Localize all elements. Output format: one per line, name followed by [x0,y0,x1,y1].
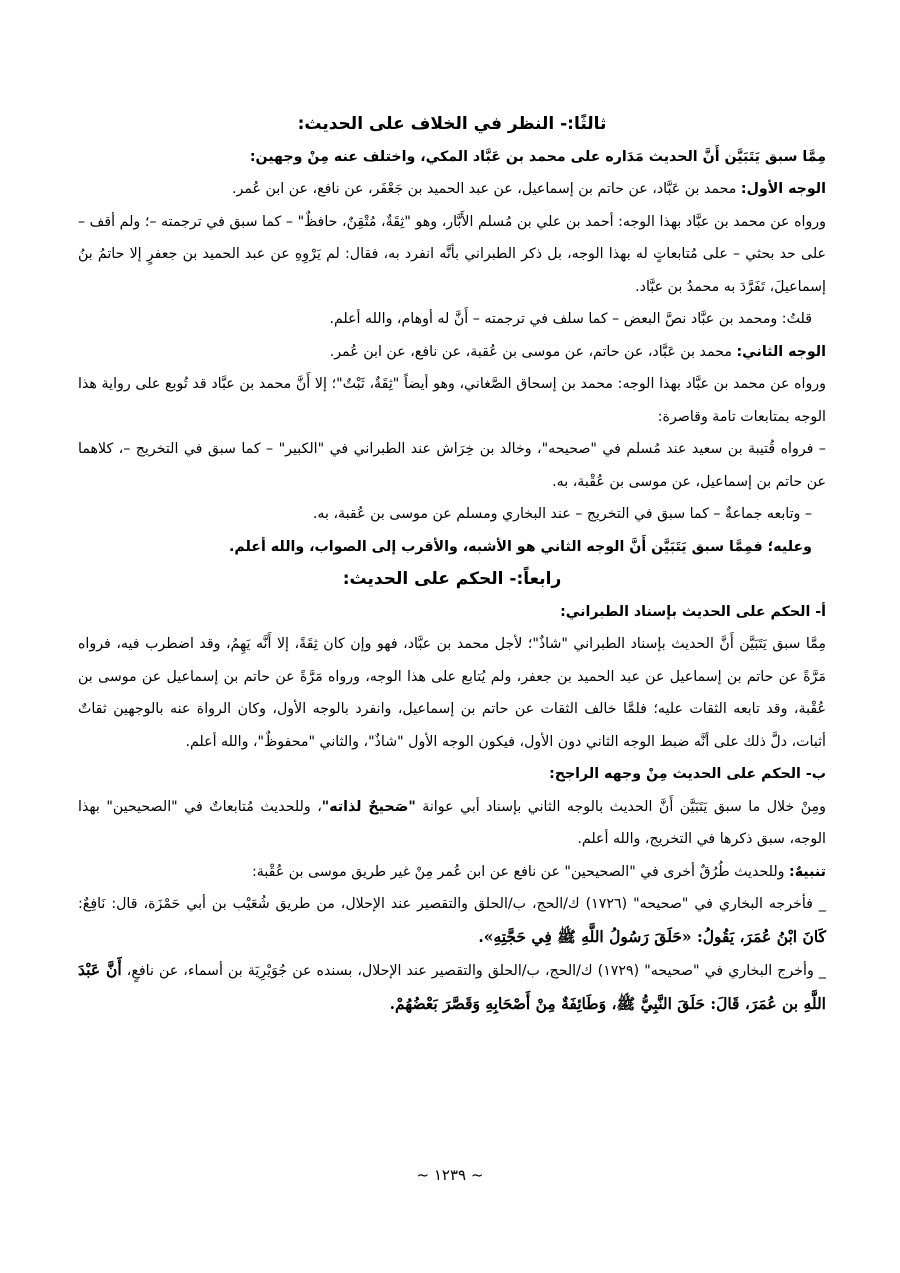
variant-2-detail: ورواه عن محمد بن عبَّاد بهذا الوجه: محمد بن إسحاق الصَّغاني، وهو أيضاً "ثِقَةٌ، ثَبْتٌ"؛ إلا أَنَّ محمد بن عبَّاد قد تُوبع على رواية هذا الوجه بمتابعات تامة وقاصرة: [78,376,826,425]
variant-2-bullet-1: – فرواه قُتيبة بن سعيد عند مُسلم في "صحيحه"، وخالد بن خِرَاش عند الطبراني في "الكبير" – كما سبق في التخريج –، كلاهما عن حاتم بن إسماعيل، عن موسى بن عُقْبة، به. [78,441,826,490]
document-page [78,108,826,1021]
section-3-conclusion: وعليه؛ فمِمَّا سبق يَتَبَيَّن أَنَّ الوجه الثاني هو الأشبه، والأقرب إلى الصواب، والله أعلم. [229,538,812,555]
narration-1-text: _ فأخرجه البخاري في "صحيحه" (١٧٢٦) ك/الحج، ب/الحلق والتقصير عند الإحلال، من طريق شُعَيْب بن أبي حَمْزَة، قال: نَافِعٌ: [78,896,826,912]
page-number: ~ ١٢٣٩ ~ [416,1166,484,1184]
note-text: وللحديث طُرُقٌ أخرى في "الصحيحين" عن نافع عن ابن عُمر مِنْ غير طريق موسى بن عُقْبة: [251,863,790,880]
variant-1-label: الوجه الأول: [740,181,826,197]
variant-1-paragraph [78,173,826,206]
section-3-intro: مِمَّا سبق يَتَبَيَّن أَنَّ الحديث مَدَاره على محمد بن عَبَّاد المكي، واختلف عنه مِنْ وجهين: [249,148,826,165]
variant-2-text: محمد بن عَبَّاد، عن حاتم، عن موسى بن عُقبة، عن نافع، عن ابن عُمر. [329,343,737,360]
narration-2-text: _ وأخرج البخاري في "صحيحه" (١٧٢٩) ك/الحج، ب/الحلق والتقصير عند الإحلال، بسنده عن جُوَيْرِيَة بن أسماء، عن نافعٍ، [121,963,826,979]
ruling-b-paragraph [78,791,826,856]
note-label: تنبيهٌ: [789,863,826,880]
narration-1 [78,888,826,954]
narration-1-quote: كَانَ ابْنُ عُمَرَ، يَقُولُ: «حَلَقَ رَسُولُ اللَّهِ ﷺ فِي حَجَّتِهِ». [478,926,826,946]
section-heading-4: رابعاً:- الحكم على الحديث: [342,569,562,589]
variant-1-detail: ورواه عن محمد بن عبَّاد بهذا الوجه: أحمد بن علي بن مُسلم الأَبَّار، وهو "ثِقَةٌ، مُتْقِنٌ، حافظٌ" – كما سبق في ترجمته –؛ ولم أقف – على حد بحثي – على مُتابعاتٍ له بهذا الوجه، بل ذكر الطبراني بأنَّه انفرد به، فقال: لم يَرْوِهِ عن عبد الحميد بن جعفرٍ إلا حاتمُ بنُ إسماعيلَ، تَفَرَّدَ به محمدُ بن عبَّاد. [78,213,826,295]
ruling-b-text-end: ، وللحديث مُتابعاتٌ في "الصحيحين" بهذا الوجه، سبق ذكرها في التخريج، والله أعلم. [78,798,826,847]
ruling-b-text-start: ومِنْ خلال ما سبق يَتَبَيَّن أَنَّ الحديث بالوجه الثاني بإسناد أبي عوانة [415,798,826,815]
ruling-b-heading: ب- الحكم على الحديث مِنْ وجهه الراجح: [549,766,826,782]
ruling-b-verdict: "صَحيحٌ لذاته" [321,798,416,815]
variant-2-label: الوجه الثاني: [736,343,826,360]
note-paragraph [78,856,826,889]
ruling-a-heading: أ- الحكم على الحديث بإسناد الطبراني: [560,603,826,620]
variant-1-text: محمد بن عَبَّاد، عن حاتم بن إسماعيل، عن عبد الحميد بن جَعْفَر، عن نافع، عن ابن عُمر. [232,181,741,197]
ruling-a-paragraph: مِمَّا سبق يَتَبَيَّن أَنَّ الحديث بإسناد الطبراني "شاذٌ"؛ لأجل محمد بن عبَّاد، فهو وإن كان ثِقَةً، إلا أَنَّه يَهِمُ، وقد اضطرب فيه، فرواه مَرَّةً عن حاتم بن إسماعيل عن عبد الحميد بن جعفر، ولم يُتابع على هذا الوجه، ورواه مَرَّةً عن حاتم بن إسماعيل عن موسى بن عُقْبة، وقد تابعه الثقات عليه؛ فلمَّا خالف الثقات عن حاتم بن إسماعيل، وانفرد بالوجه الأول، وكان الرواة عنه بالوجهين ثقاتٌ أثبات، دلَّ ذلك على أنَّه ضبط الوجه الثاني دون الأول، فيكون الوجه الأول "شاذٌ"، والثاني "محفوظٌ"، والله أعلم. [78,636,826,750]
narration-2-quote: أَنَّ عَبْدَ اللَّهِ بن عُمَرَ، قَالَ: حَلَقَ النَّبِيُّ ﷺ، وَطَائِفَةٌ مِنْ أَصْحَابِهِ وَقَصَّرَ بَعْضُهُمْ. [78,960,826,1013]
narration-2 [78,954,826,1021]
variant-2-bullet-2: – وتابعه جماعةٌ – كما سبق في التخريج – عند البخاري ومسلم عن موسى بن عُقبة، به. [312,506,812,522]
variant-1-note: قلتُ: ومحمد بن عبَّاد نصَّ البعض – كما سلف في ترجمته – أَنَّ له أوهام، والله أعلم. [329,311,812,327]
variant-2-paragraph [78,336,826,369]
section-heading-3: ثالثًا:- النظر في الخلاف على الحديث: [297,114,607,134]
